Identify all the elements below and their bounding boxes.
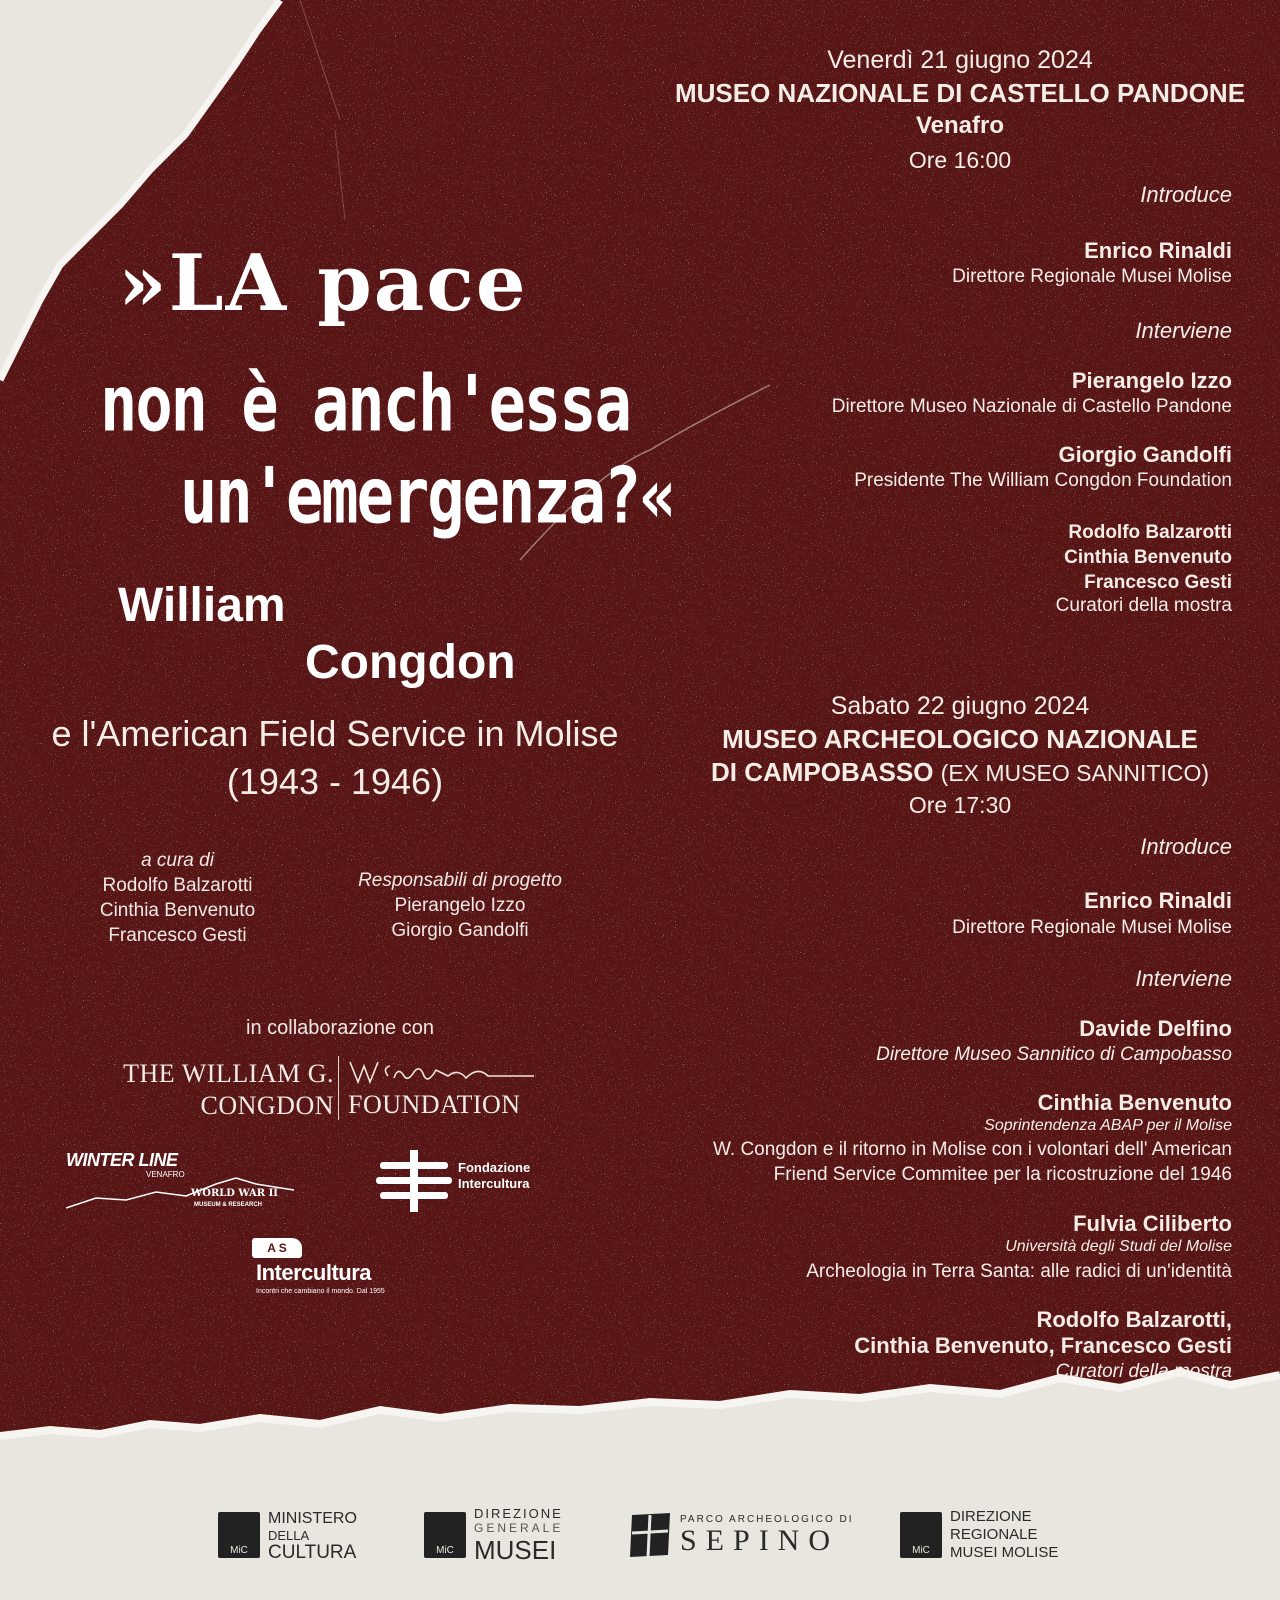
event1-speaker-name: Giorgio Gandolfi <box>1058 442 1232 467</box>
event2-introduce-label: Introduce <box>1140 834 1232 859</box>
fondazione-intercultura-logo <box>376 1148 556 1214</box>
ww2-sub: MUSEUM & RESEARCH <box>194 1202 263 1208</box>
curators-block <box>60 848 295 948</box>
intercultura-text: Intercultura <box>256 1260 372 1285</box>
afs-intercultura-logo <box>252 1238 402 1308</box>
winterline-sub: VENAFRO <box>146 1170 185 1179</box>
winterline-text: WINTER LINE <box>66 1150 178 1170</box>
sepino-emblem-icon <box>626 1511 672 1559</box>
winter-line-logo <box>66 1150 296 1220</box>
musei-line: DIREZIONE <box>474 1506 563 1521</box>
event2-speaker1-name: Davide Delfino <box>1079 1016 1232 1041</box>
collab-label: in collaborazione con <box>246 1017 434 1039</box>
event1-speaker-name: Pierangelo Izzo <box>1071 368 1232 393</box>
ww2-text: WORLD WAR II <box>191 1188 278 1199</box>
event2-speaker2-talk: W. Congdon e il ritorno in Molise con i volontari dell' American <box>713 1139 1232 1160</box>
ministero-line: MINISTERO <box>268 1509 357 1527</box>
congdon-line: CONGDON <box>200 1091 334 1120</box>
event1-introduce-label: Introduce <box>1140 182 1232 207</box>
event1-curator-name: Cinthia Benvenuto <box>1064 547 1232 568</box>
event2-speaker3-name: Fulvia Ciliberto <box>1073 1211 1232 1236</box>
regionale-line: MUSEI MOLISE <box>950 1544 1059 1561</box>
project-leads-block <box>335 868 585 943</box>
fondazione-symbol-icon <box>376 1148 452 1214</box>
project-lead-name: Pierangelo Izzo <box>394 895 526 916</box>
event1-intro-role: Direttore Regionale Musei Molise <box>952 266 1232 287</box>
direzione-generale-musei-logo <box>424 1505 563 1565</box>
event1-city: Venafro <box>915 112 1005 139</box>
event1-speaker-role: Direttore Museo Nazionale di Castello Pandone <box>831 396 1232 417</box>
title-line-3: un'emergenza?« <box>180 450 675 542</box>
event2-speaker3-org: Università degli Studi del Molise <box>1005 1238 1232 1255</box>
curated-label: a cura di <box>141 850 214 871</box>
event2-intro-name: Enrico Rinaldi <box>1084 888 1232 913</box>
event2-venue-line2 <box>640 757 1280 788</box>
regionale-line: REGIONALE <box>950 1526 1038 1543</box>
event1-speaker-role: Presidente The William Congdon Foundation <box>854 470 1232 491</box>
musei-line: GENERALE <box>474 1521 564 1535</box>
event1-curator-name: Francesco Gesti <box>1084 572 1232 593</box>
parco-sepino-logo <box>626 1505 854 1565</box>
ministero-line: DELLA <box>268 1527 310 1543</box>
event2-time: Ore 17:30 <box>908 792 1012 818</box>
event2-speaker2-org: Soprintendenza ABAP per il Molise <box>984 1117 1232 1134</box>
title-line-2: non è anch'essa <box>100 358 630 450</box>
event2-interviene-label: Interviene <box>1135 966 1232 991</box>
musei-text <box>474 1506 563 1564</box>
direzione-regionale-logo <box>900 1505 1058 1565</box>
signature-icon <box>348 1058 538 1086</box>
logo-divider <box>338 1056 339 1120</box>
event2-speaker1-role: Direttore Museo Sannitico di Campobasso <box>876 1044 1232 1065</box>
sepino-line: SEPINO <box>680 1523 840 1557</box>
event1-interviene-label: Interviene <box>1135 318 1232 343</box>
mic-emblem-icon: MiC <box>900 1512 942 1558</box>
event2-venue-note: (EX MUSEO SANNITICO) <box>940 760 1210 786</box>
regionale-text <box>950 1508 1058 1562</box>
subtitle: e l'American Field Service in Molise (1943 - 1946) <box>51 713 619 802</box>
ministero-cultura-logo <box>218 1505 357 1565</box>
intercultura-tagline: Incontri che cambiano il mondo. Dal 1955 <box>256 1288 385 1295</box>
curator-name: Cinthia Benvenuto <box>99 900 256 921</box>
congdon-foundation-logo <box>112 1056 542 1120</box>
artist-first-name: William <box>118 579 286 632</box>
event1-curator-name: Rodolfo Balzarotti <box>1068 522 1232 543</box>
ministero-text <box>268 1510 357 1561</box>
project-label: Responsabili di progetto <box>358 870 562 891</box>
event2-date: Sabato 22 giugno 2024 <box>830 692 1090 720</box>
sepino-top-line: PARCO ARCHEOLOGICO DI <box>680 1513 854 1525</box>
sepino-text <box>680 1514 854 1557</box>
event2-intro-role: Direttore Regionale Musei Molise <box>952 917 1232 938</box>
musei-line: MUSEI <box>474 1535 557 1565</box>
event1-curators <box>1064 520 1232 595</box>
fondazione-line: Intercultura <box>458 1176 530 1191</box>
event1-curators-role: Curatori della mostra <box>1055 595 1232 616</box>
congdon-left-text <box>123 1058 334 1122</box>
mic-emblem-icon: MiC <box>218 1512 260 1558</box>
event2-speaker3-talk: Archeologia in Terra Santa: alle radici di un'identità <box>806 1261 1232 1282</box>
artist-last-name: Congdon <box>305 636 516 689</box>
event1-date: Venerdì 21 giugno 2024 <box>827 46 1093 74</box>
event1-intro-name: Enrico Rinaldi <box>1084 238 1232 263</box>
fondazione-line: Fondazione <box>458 1160 531 1175</box>
foundation-text: FOUNDATION <box>348 1090 521 1119</box>
curator-name: Rodolfo Balzarotti <box>102 875 253 896</box>
event2-venue-city: DI CAMPOBASSO <box>710 757 934 787</box>
congdon-line: THE WILLIAM G. <box>123 1059 334 1088</box>
project-lead-name: Giorgio Gandolfi <box>391 920 529 941</box>
event2-speaker4-role: Curatori della mostra <box>1055 1361 1232 1382</box>
curator-name: Francesco Gesti <box>108 925 247 946</box>
mic-emblem-icon: MiC <box>424 1512 466 1558</box>
ministero-line: CULTURA <box>268 1541 357 1563</box>
event2-speaker2-name: Cinthia Benvenuto <box>1037 1090 1232 1115</box>
event2-speaker2-talk: Friend Service Commitee per la ricostruzione del 1946 <box>773 1164 1232 1185</box>
event2-speaker4-name: Cinthia Benvenuto, Francesco Gesti <box>854 1333 1232 1358</box>
regionale-line: DIREZIONE <box>950 1508 1032 1525</box>
title-line-1: »LA pace <box>118 238 528 329</box>
event2-venue-line1: MUSEO ARCHEOLOGICO NAZIONALE <box>722 724 1198 754</box>
event1-venue: MUSEO NAZIONALE DI CASTELLO PANDONE <box>674 78 1246 108</box>
event2-speaker4-name: Rodolfo Balzarotti, <box>1036 1307 1232 1332</box>
afs-flag-icon: A S <box>252 1238 302 1258</box>
fondazione-text <box>458 1160 530 1192</box>
event1-time: Ore 16:00 <box>908 147 1012 173</box>
